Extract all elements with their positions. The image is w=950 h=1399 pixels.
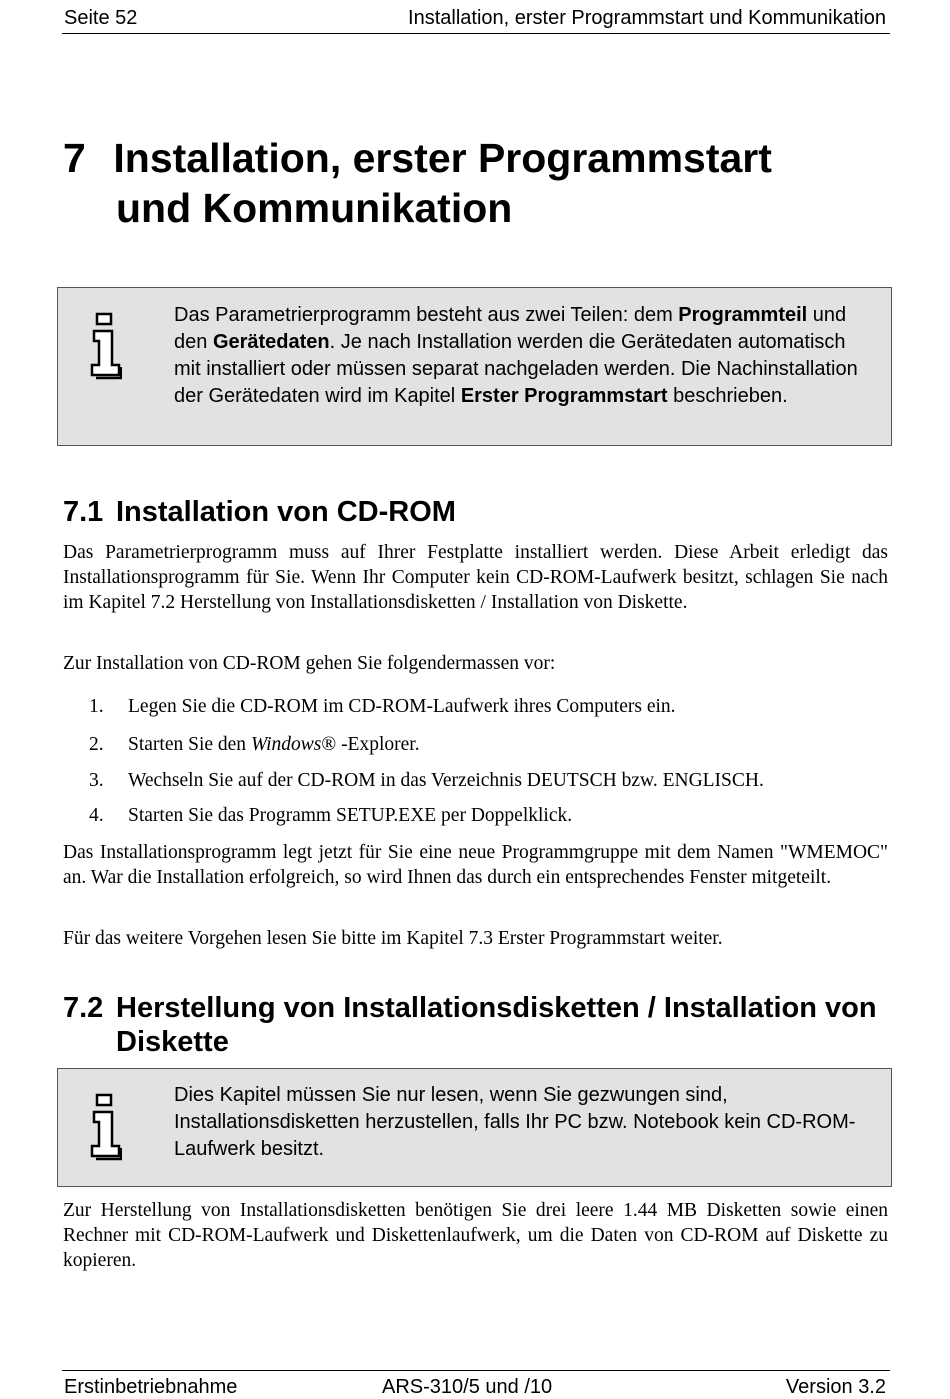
list-text [128, 732, 420, 757]
info-text [174, 302, 873, 410]
list-number: 1. [89, 696, 104, 717]
list-text-part: Starten Sie den [128, 734, 251, 755]
paragraph: Das Parametrierprogramm muss auf Ihrer Festplatte installiert werden. Diese Arbeit erledigt das Installationsprogramm für Sie. Wenn Ihr Computer kein CD-ROM-Laufwerk besitzt, schlagen Sie nach im Kapitel 7.2 Herstellung von Installationsdisketten / Installation von Diskette. [63, 542, 888, 613]
paragraph: Das Installationsprogramm legt jetzt für Sie eine neue Programmgruppe mit dem Namen "WMEMOC" an. War die Installation erfolgreich, so wird Ihnen das durch ein entsprechendes Fenster mitgeteilt. [63, 842, 888, 888]
page-number: Seite 52 [64, 7, 138, 29]
info-emphasis-erster-programmstart: Erster Programmstart [460, 385, 668, 407]
info-icon [88, 312, 122, 382]
page-header [62, 5, 890, 34]
chapter-number: 7 [63, 135, 86, 181]
footer-left: Erstinbetriebnahme [64, 1376, 238, 1398]
paragraph: Zur Herstellung von Installationsdisketten benötigen Sie drei leere 1.44 MB Disketten sowie einen Rechner mit CD-ROM-Laufwerk und Diskettenlaufwerk, um die Daten von CD-ROM auf Diskette zu kopieren. [63, 1200, 888, 1271]
chapter-title [63, 133, 772, 233]
info-icon [88, 1093, 122, 1163]
list-number: 4. [89, 805, 104, 826]
info-emphasis-geraetedaten: Gerätedaten [212, 331, 330, 353]
list-number: 3. [89, 770, 104, 791]
info-text-part: . Je nach Installation werden die Gerätedaten automatisch mit installiert oder müssen separat nachgeladen werden. Die Nachinstallation der Gerätedaten wird im Kapitel [174, 331, 858, 407]
list-text-part: ® -Explorer. [321, 734, 420, 755]
paragraph: Zur Installation von CD-ROM gehen Sie folgendermassen vor: [63, 653, 556, 674]
list-text-emphasis: Windows [250, 734, 322, 755]
section-number: 7.1 [63, 496, 104, 528]
section-title: Installation von CD-ROM [116, 496, 456, 528]
section-number: 7.2 [63, 992, 104, 1024]
info-box [57, 1068, 892, 1187]
running-chapter-title: Installation, erster Programmstart und Kommunikation [408, 7, 886, 29]
paragraph: Für das weitere Vorgehen lesen Sie bitte im Kapitel 7.3 Erster Programmstart weiter. [63, 928, 723, 949]
section-heading-7-1 [63, 495, 456, 529]
section-title-line2: Diskette [116, 1026, 229, 1058]
info-text: Dies Kapitel müssen Sie nur lesen, wenn Sie gezwungen sind, Installationsdisketten herzustellen, falls Ihr PC bzw. Notebook kein CD-ROM-Laufwerk besitzt. [174, 1084, 856, 1160]
page-footer [62, 1370, 890, 1399]
info-emphasis-programmteil: Programmteil [678, 304, 808, 326]
list-text: Wechseln Sie auf der CD-ROM in das Verzeichnis DEUTSCH bzw. ENGLISCH. [128, 770, 764, 791]
chapter-title-line2: und Kommunikation [116, 185, 513, 231]
list-number: 2. [89, 734, 104, 755]
info-text-part: Das Parametrierprogramm besteht aus zwei Teilen: dem [174, 304, 679, 326]
section-heading-7-2 [63, 991, 893, 1059]
section-title-line1: Herstellung von Installationsdisketten / Installation von [116, 992, 877, 1024]
list-text: Starten Sie das Programm SETUP.EXE per Doppelklick. [128, 805, 573, 826]
info-text-part: und den [174, 304, 847, 353]
info-box [57, 287, 892, 446]
info-text-part: beschrieben. [667, 385, 788, 407]
footer-center: ARS-310/5 und /10 [382, 1376, 553, 1398]
footer-version: Version 3.2 [785, 1376, 886, 1398]
list-text: Legen Sie die CD-ROM im CD-ROM-Laufwerk ihres Computers ein. [128, 696, 676, 717]
chapter-title-line1: Installation, erster Programmstart [113, 135, 772, 181]
